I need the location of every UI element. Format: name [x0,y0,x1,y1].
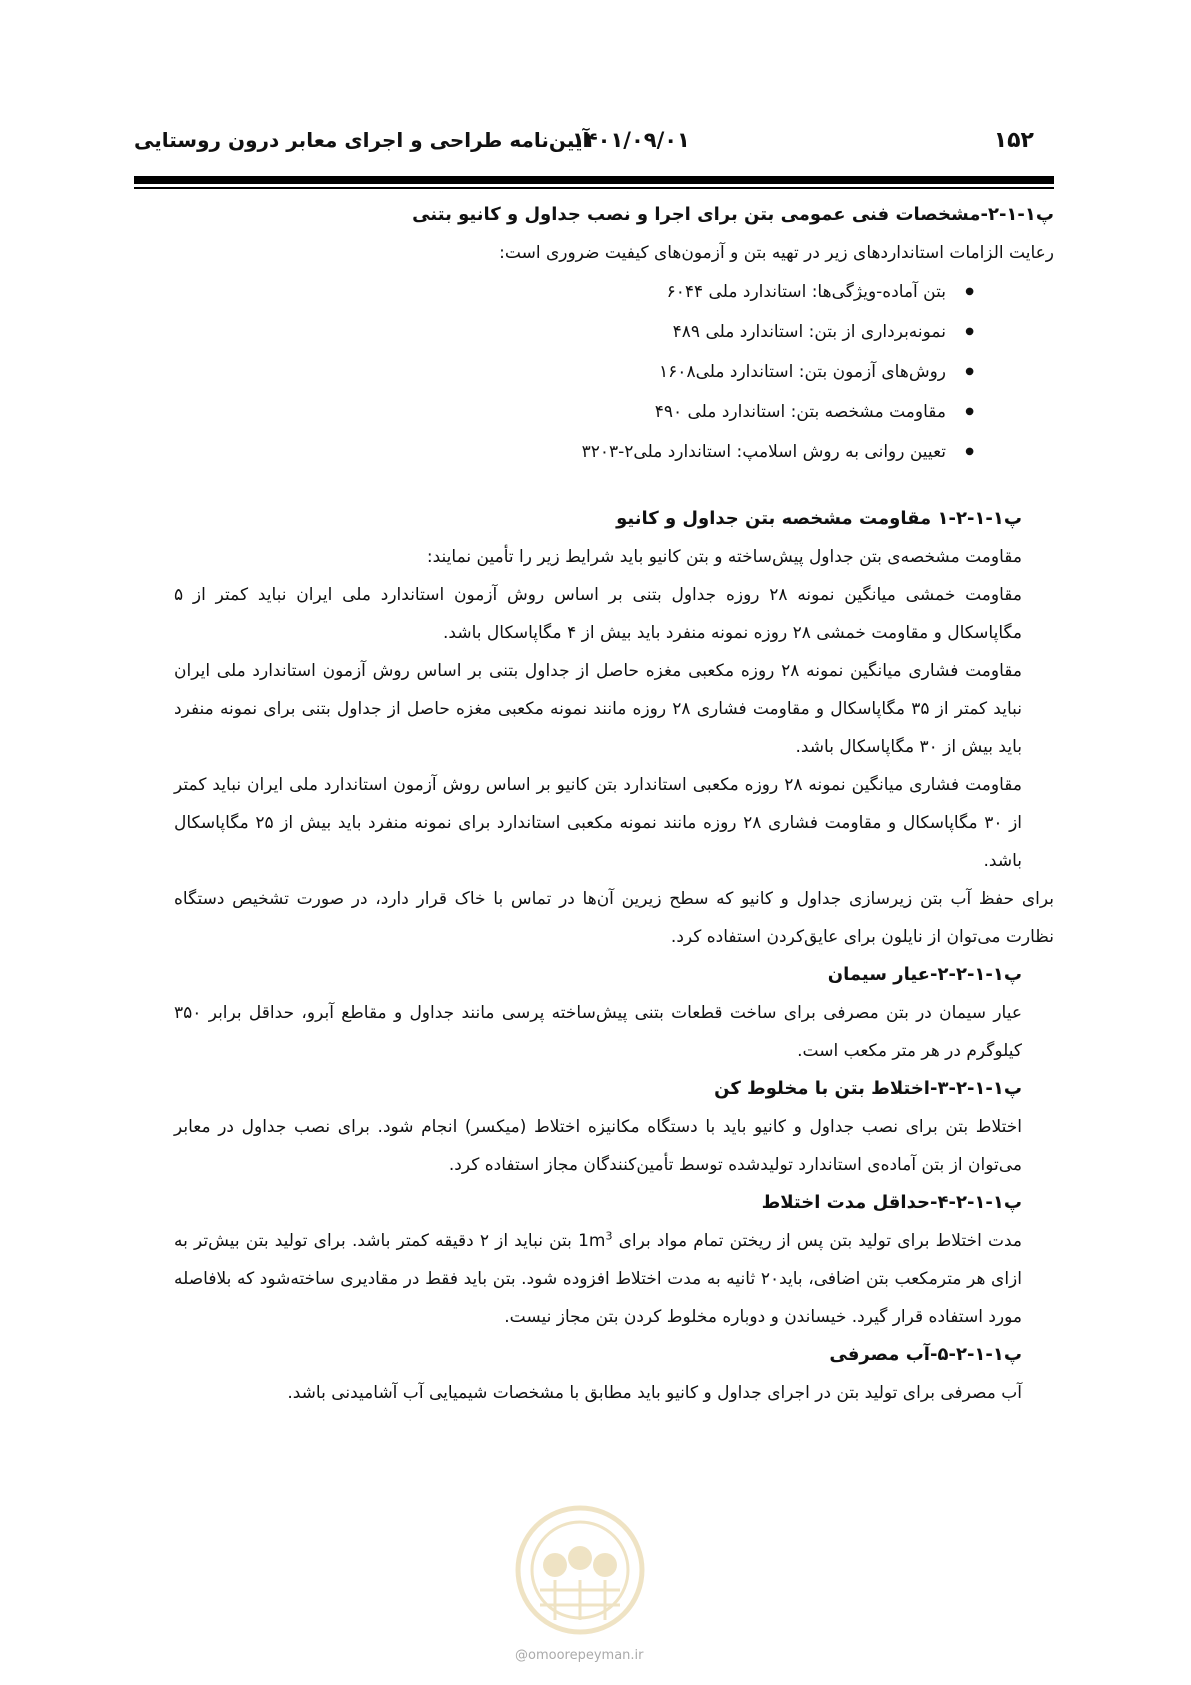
header-rule-thick [134,176,1054,184]
unit-volume: $1m^3$ [578,1229,613,1251]
paragraph: مقاومت خمشی میانگین نمونه ۲۸ روزه جداول بتنی بر اساس روش آزمون استاندارد ملی ایران نباید کمتر از ۵ مگاپاسکال و مقاومت خمشی ۲۸ روزه نمونه منفرد باید بیش از ۴ مگاپاسکال باشد. [174,585,1022,643]
paragraph: عیار سیمان در بتن مصرفی برای ساخت قطعات بتنی پیش‌ساخته پرسی مانند جداول و مقاطع آبرو، حداقل برابر ۳۵۰ کیلوگرم در هر متر مکعب است. [174,1003,1022,1061]
page-number: ۱۵۲ [993,128,1034,153]
list-item: ● مقاومت مشخصه بتن: استاندارد ملی ۴۹۰ [174,392,974,432]
paragraph: آب مصرفی برای تولید بتن در اجرای جداول و کانیو باید مطابق با مشخصات شیمیایی آب آشامیدنی باشد. [287,1383,1022,1403]
watermark-url: @omoorepeyman.ir [515,1648,644,1663]
section-heading: پ۱-۱-۲-۵-آب مصرفی [829,1344,1022,1365]
list-item: ● بتن آماده-ویژگی‌ها: استاندارد ملی ۶۰۴۴ [174,272,974,312]
list-item: ● تعیین روانی به روش اسلامپ: استاندارد ملی۲-۳۲۰۳ [174,432,974,472]
section-heading: پ۱-۱-۲-۱ مقاومت مشخصه بتن جداول و کانیو [616,508,1022,529]
page-header [134,128,1054,164]
paragraph: مدت اختلاط برای تولید بتن پس از ریختن تمام مواد برای $1m^3$ بتن نباید از ۲ دقیقه کمتر باشد. برای تولید بتن بیش‌تر به ازای هر مترمکعب بتن اضافی، باید۲۰ ثانیه به مدت اختلاط افزوده شود. بتن باید فقط در مقادیری ساخته‌شود که بلافاصله مورد استفاده قرار گیرد. خیساندن و دوباره مخلوط کردن بتن مجاز نیست. [174,1229,1022,1327]
section-heading: پ۱-۱-۲-۲-عیار سیمان [827,964,1022,985]
page-body [174,196,1054,1412]
section-heading: پ۱-۱-۲-۳-اختلاط بتن با مخلوط کن [714,1078,1022,1099]
standards-list [174,272,1054,472]
section-heading: پ۱-۱-۲-۴-حداقل مدت اختلاط [761,1192,1022,1213]
header-date: ۱۴۰۱/۰۹/۰۱ [572,128,690,152]
watermark-logo-icon [510,1470,650,1670]
paragraph: مقاومت فشاری میانگین نمونه ۲۸ روزه مکعبی استاندارد بتن کانیو بر اساس روش آزمون استاندارد ملی ایران نباید کمتر از ۳۰ مگاپاسکال و مقاومت فشاری ۲۸ روزه مانند نمونه مکعبی استاندارد برای نمونه منفرد باید بیش از ۲۵ مگاپاسکال باشد. [174,775,1022,871]
paragraph: رعایت الزامات استانداردهای زیر در تهیه بتن و آزمون‌های کیفیت ضروری است: [499,243,1054,263]
paragraph: مقاومت مشخصه‌ی بتن جداول پیش‌ساخته و بتن کانیو باید شرایط زیر را تأمین نمایند: [426,547,1022,567]
section-heading: پ۱-۱-۲-مشخصات فنی عمومی بتن برای اجرا و نصب جداول و کانیو بتنی [412,204,1054,225]
document-title: آیین‌نامه طراحی و اجرای معابر درون روستایی [134,128,590,152]
list-item: ● روش‌های آزمون بتن: استاندارد ملی۱۶۰۸ [174,352,974,392]
paragraph: اختلاط بتن برای نصب جداول و کانیو باید با دستگاه مکانیزه اختلاط (میکسر) انجام شود. برای نصب جداول در معابر می‌توان از بتن آماده‌ی استاندارد تولیدشده توسط تأمین‌کنندگان مجاز استفاده کرد. [174,1117,1022,1175]
header-rule-thin [134,187,1054,189]
paragraph: مقاومت فشاری میانگین نمونه ۲۸ روزه مکعبی مغزه حاصل از جداول بتنی بر اساس روش آزمون استاندارد ملی ایران نباید کمتر از ۳۵ مگاپاسکال و مقاومت فشاری ۲۸ روزه مانند نمونه مکعبی مغزه حاصل از جداول بتنی برای نمونه منفرد باید بیش از ۳۰ مگاپاسکال باشد. [174,661,1022,757]
list-item: ● نمونه‌برداری از بتن: استاندارد ملی ۴۸۹ [174,312,974,352]
paragraph: برای حفظ آب بتن زیرسازی جداول و کانیو که سطح زیرین آن‌ها در تماس با خاک قرار دارد، در صورت تشخیص دستگاه نظارت می‌توان از نایلون برای عایق‌کردن استفاده کرد. [174,889,1054,947]
